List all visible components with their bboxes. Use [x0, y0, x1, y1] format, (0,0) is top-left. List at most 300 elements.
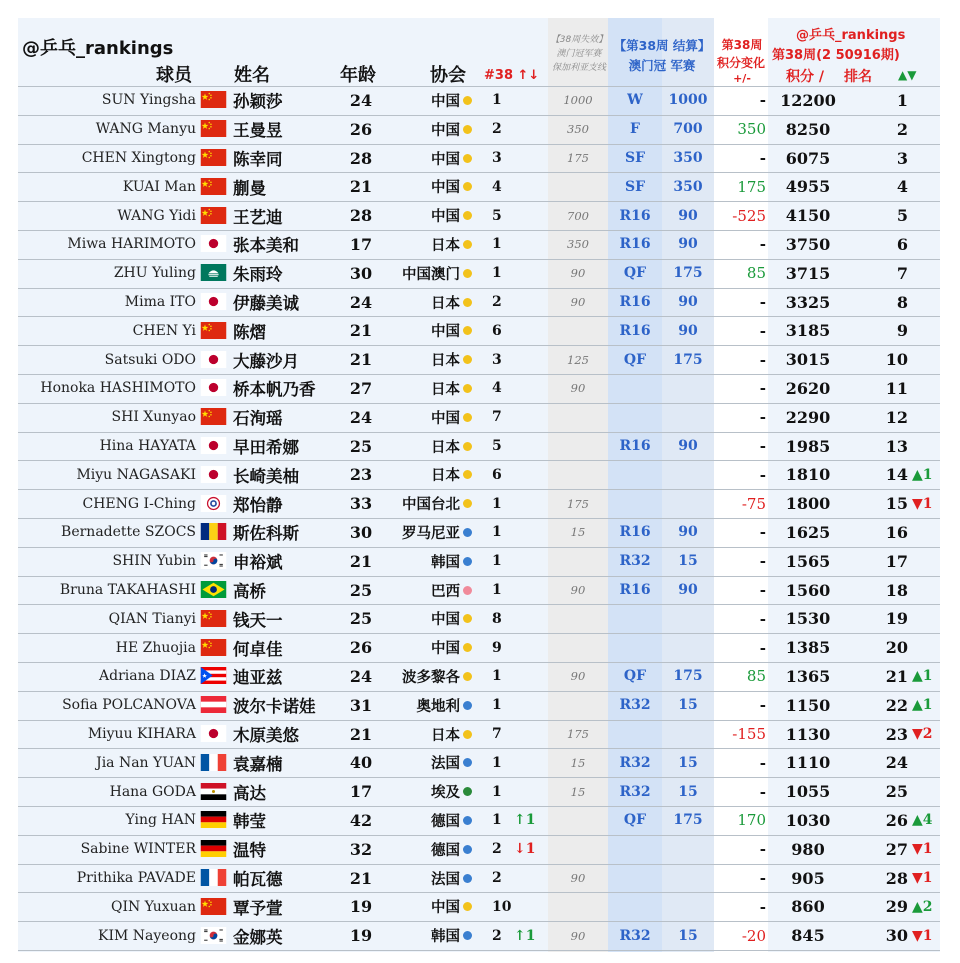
table-row — [18, 576, 940, 604]
association-rank: 1 — [492, 265, 502, 282]
expiring-points: 15 — [570, 525, 586, 540]
association-name: 中国 — [431, 209, 460, 226]
row-divider — [18, 720, 940, 721]
player-age: 32 — [349, 839, 373, 859]
macau-points: 350 — [673, 150, 703, 166]
macau-result — [608, 893, 662, 921]
association-name: 韩国 — [431, 929, 460, 946]
total-points: 1530 — [785, 609, 831, 629]
player-age: 21 — [349, 177, 373, 197]
world-rank: 18 — [885, 580, 908, 600]
table-row — [18, 490, 940, 518]
total-points: 2290 — [785, 407, 831, 427]
world-rank: 6 — [896, 234, 908, 254]
association-name: 罗马尼亚 — [402, 525, 460, 542]
header-age: 年龄 — [340, 65, 376, 86]
association-name: 德国 — [431, 842, 460, 859]
watermark-right: @乒乓_rankings — [796, 28, 906, 43]
table-row — [18, 259, 940, 287]
player-en-name: Miwa HARIMOTO — [67, 236, 196, 253]
player-age: 23 — [349, 465, 373, 485]
association-name: 韩国 — [431, 554, 460, 571]
player-cn-name: 长崎美柚 — [233, 466, 299, 486]
world-rank: 20 — [885, 638, 908, 658]
row-divider — [18, 460, 940, 461]
association-rank: 5 — [492, 207, 502, 224]
association-dot-icon — [463, 758, 472, 767]
player-association — [396, 230, 472, 258]
association-name: 中国 — [431, 641, 460, 658]
macau-points: 90 — [678, 207, 698, 224]
association-rank: 2 — [492, 121, 502, 138]
points-change: - — [759, 321, 766, 340]
total-points: 4955 — [785, 177, 831, 197]
player-en-name: KUAI Man — [122, 178, 196, 195]
player-association — [396, 288, 472, 316]
header-result-1: 【第38周 结算】 — [613, 38, 711, 53]
player-age: 19 — [349, 926, 373, 946]
player-association — [396, 749, 472, 777]
row-divider — [18, 144, 940, 145]
expiring-points — [548, 691, 608, 719]
player-cn-name: 温特 — [233, 841, 266, 861]
world-rank: 23 — [885, 724, 908, 744]
player-en-name: Miyuu KIHARA — [87, 726, 196, 742]
player-association — [396, 490, 472, 518]
association-rank: 6 — [492, 322, 502, 339]
player-en-name: Bruna TAKAHASHI — [59, 582, 196, 598]
table-row — [18, 893, 940, 921]
player-cn-name: 高桥 — [233, 582, 266, 601]
player-cn-name: 王艺迪 — [233, 207, 283, 227]
player-cn-name: 申裕斌 — [233, 553, 283, 573]
points-change: - — [759, 235, 766, 254]
world-rank-move: ▼1 — [912, 870, 933, 886]
association-dot-icon — [463, 557, 472, 566]
player-en-name: CHEN Xingtong — [81, 150, 196, 166]
macau-points — [662, 490, 714, 518]
points-change: - — [759, 91, 766, 110]
macau-result: QF — [623, 812, 647, 829]
expiring-points — [548, 605, 608, 633]
player-association — [396, 691, 472, 719]
macau-points — [662, 893, 714, 921]
header-lost-1: 【38周失效】 — [550, 35, 608, 45]
macau-points: 15 — [678, 927, 698, 944]
player-association — [396, 778, 472, 806]
player-en-name: Miyu NAGASAKI — [76, 466, 196, 483]
player-association — [396, 173, 472, 201]
egypt-flag-icon — [200, 783, 227, 800]
association-dot-icon — [463, 816, 472, 825]
world-rank: 4 — [896, 177, 908, 197]
macau-points — [662, 634, 714, 662]
row-divider — [18, 288, 940, 289]
row-divider — [18, 777, 940, 778]
table-row — [18, 461, 940, 489]
player-age: 40 — [349, 753, 373, 773]
association-rank: 3 — [492, 351, 502, 368]
expiring-points — [548, 403, 608, 431]
world-rank: 16 — [885, 522, 908, 542]
row-divider — [18, 748, 940, 749]
association-name: 中国 — [431, 612, 460, 629]
player-en-name: Hana GODA — [109, 783, 196, 800]
player-association — [396, 374, 472, 402]
player-cn-name: 王曼昱 — [233, 121, 283, 141]
player-association — [396, 893, 472, 921]
association-dot-icon — [463, 355, 472, 364]
player-cn-name: 帕瓦德 — [233, 870, 283, 889]
row-divider — [18, 864, 940, 865]
association-name: 法国 — [431, 871, 460, 888]
association-dot-icon — [463, 154, 472, 163]
player-en-name: KIM Nayeong — [98, 927, 196, 944]
macau-result: QF — [623, 351, 647, 368]
points-change: - — [759, 149, 766, 167]
association-name: 日本 — [431, 727, 460, 744]
player-en-name: Hina HAYATA — [99, 438, 196, 454]
china-flag-icon — [200, 639, 227, 656]
macau-points: 175 — [673, 265, 703, 282]
points-change: - — [759, 552, 766, 571]
world-rank: 26 — [885, 810, 908, 830]
japan-flag-icon — [200, 437, 227, 454]
player-cn-name: 蒯曼 — [233, 178, 266, 198]
austria-flag-icon — [200, 696, 227, 713]
association-dot-icon — [463, 672, 472, 681]
macau-result — [608, 720, 662, 748]
player-age: 19 — [349, 897, 373, 917]
expiring-points: 1000 — [563, 93, 593, 108]
row-divider — [18, 547, 940, 548]
association-name: 中国 — [431, 900, 460, 917]
expiring-points: 90 — [570, 583, 586, 597]
table-row — [18, 202, 940, 230]
japan-flag-icon — [200, 351, 227, 368]
macau-points: 90 — [678, 582, 698, 598]
association-dot-icon — [463, 701, 472, 710]
association-dot-icon — [463, 413, 472, 422]
row-divider — [18, 691, 940, 692]
points-change: -525 — [732, 206, 766, 225]
player-cn-name: 金娜英 — [233, 927, 283, 947]
macau-points: 350 — [673, 178, 703, 195]
association-name: 中国 — [431, 122, 460, 139]
header-assoc-rank: #38 ↑↓ — [484, 68, 540, 83]
row-divider — [18, 345, 940, 346]
macau-points: 90 — [678, 236, 698, 253]
expiring-points: 175 — [567, 151, 589, 165]
row-divider — [18, 662, 940, 663]
player-association — [396, 662, 472, 690]
association-name: 日本 — [431, 237, 460, 254]
table-row — [18, 346, 940, 374]
points-change: 170 — [737, 811, 766, 830]
association-rank: 5 — [492, 438, 502, 454]
world-rank-move: ▼1 — [912, 495, 933, 512]
table-row — [18, 144, 940, 172]
total-points: 1110 — [785, 753, 831, 773]
association-rank: 1 — [492, 697, 502, 714]
table-row — [18, 605, 940, 633]
macau-points — [662, 461, 714, 489]
player-age: 25 — [349, 609, 373, 629]
row-divider — [18, 835, 940, 836]
player-association — [396, 605, 472, 633]
player-association — [396, 317, 472, 345]
association-dot-icon — [463, 528, 472, 537]
association-name: 中国 — [431, 324, 460, 341]
player-association — [396, 864, 472, 892]
japan-flag-icon — [200, 235, 227, 252]
header-result-2: 澳门冠 军赛 — [628, 58, 696, 73]
expiring-points: 90 — [570, 266, 586, 281]
row-divider — [18, 172, 940, 173]
points-change: - — [759, 897, 766, 916]
germany-flag-icon — [200, 811, 227, 828]
association-name: 巴西 — [431, 583, 460, 600]
total-points: 860 — [791, 897, 825, 917]
japan-flag-icon — [200, 379, 227, 396]
association-rank: 1 — [492, 92, 502, 109]
association-rank: 1 — [492, 582, 502, 598]
macau-result: W — [627, 92, 643, 109]
association-rank: 2 — [492, 294, 502, 310]
total-points: 12200 — [780, 90, 836, 110]
header-rank: 排名 — [844, 69, 872, 85]
table-row — [18, 547, 940, 575]
macau-result — [608, 461, 662, 489]
association-rank: 8 — [492, 610, 502, 627]
table-row — [18, 864, 940, 892]
player-age: 24 — [349, 90, 373, 110]
table-row — [18, 778, 940, 806]
points-change: - — [759, 638, 766, 657]
table-row — [18, 288, 940, 316]
table-row — [18, 691, 940, 719]
world-rank-move: ▼1 — [912, 927, 933, 944]
association-rank: 7 — [492, 726, 502, 742]
watermark-left: @乒乓_rankings — [22, 38, 174, 59]
player-association — [396, 346, 472, 374]
association-rank: 1 — [492, 812, 502, 829]
header-change-2: 积分变化 — [716, 56, 765, 70]
macau-points: 90 — [678, 438, 698, 454]
player-age: 31 — [349, 695, 373, 715]
macau-points — [662, 720, 714, 748]
player-cn-name: 早田希娜 — [233, 438, 299, 457]
macau-result: R32 — [619, 553, 651, 570]
macau-points: 700 — [673, 121, 703, 138]
macau-points — [662, 374, 714, 402]
row-divider — [18, 806, 940, 807]
macau-points: 175 — [673, 812, 703, 829]
points-change: - — [759, 581, 766, 599]
association-rank: 10 — [492, 898, 512, 915]
world-rank-move: ▲1 — [912, 668, 933, 685]
player-en-name: ZHU Yuling — [113, 265, 196, 282]
total-points: 3015 — [785, 350, 831, 370]
player-age: 17 — [349, 234, 373, 254]
player-association — [396, 144, 472, 172]
expiring-points: 175 — [567, 727, 589, 741]
taipei-flag-icon — [200, 495, 227, 512]
association-name: 中国 — [431, 93, 460, 110]
player-en-name: Ying HAN — [125, 812, 196, 829]
association-dot-icon — [463, 211, 472, 220]
total-points: 3325 — [785, 292, 831, 312]
macau-result: R32 — [619, 927, 651, 944]
points-change: - — [759, 523, 766, 542]
association-name: 奥地利 — [416, 698, 460, 715]
romania-flag-icon — [200, 523, 227, 540]
association-name: 中国 — [431, 151, 460, 168]
total-points: 3715 — [785, 263, 831, 283]
row-divider — [18, 518, 940, 519]
association-rank-move: ↑1 — [514, 927, 536, 944]
player-association — [396, 86, 472, 114]
player-age: 26 — [349, 119, 373, 139]
player-age: 27 — [349, 378, 373, 398]
association-rank: 6 — [492, 466, 502, 483]
japan-flag-icon — [200, 293, 227, 310]
association-rank: 2 — [492, 841, 502, 858]
table-row — [18, 432, 940, 460]
world-rank-move: ▲1 — [912, 466, 933, 483]
row-divider — [18, 892, 940, 893]
player-age: 30 — [349, 522, 373, 542]
table-row — [18, 374, 940, 402]
association-rank-move: ↓1 — [514, 841, 536, 858]
association-rank: 1 — [492, 524, 502, 541]
player-cn-name: 大藤沙月 — [233, 351, 299, 371]
row-divider — [18, 201, 940, 202]
world-rank: 14 — [885, 465, 908, 485]
expiring-points: 175 — [567, 496, 589, 511]
player-en-name: QIAN Tianyi — [108, 610, 196, 627]
world-rank: 29 — [885, 897, 908, 917]
total-points: 2620 — [785, 378, 831, 398]
player-en-name: QIN Yuxuan — [110, 898, 196, 915]
china-flag-icon — [200, 178, 227, 195]
world-rank: 13 — [885, 436, 908, 456]
total-points: 1365 — [785, 666, 831, 686]
player-en-name: CHEN Yi — [132, 322, 196, 339]
player-en-name: Prithika PAVADE — [76, 870, 196, 886]
macau-result — [608, 490, 662, 518]
macau-points: 15 — [678, 754, 698, 771]
table-row — [18, 835, 940, 863]
expiring-points: 350 — [567, 237, 589, 252]
points-change: - — [759, 408, 766, 427]
association-dot-icon — [463, 845, 472, 854]
association-rank-move: ↑1 — [514, 812, 536, 829]
player-en-name: Mima ITO — [124, 294, 196, 310]
table-row — [18, 662, 940, 690]
world-rank: 8 — [896, 292, 908, 312]
player-cn-name: 伊藤美诚 — [233, 294, 299, 313]
world-rank: 10 — [885, 350, 908, 370]
player-cn-name: 高达 — [233, 783, 266, 803]
points-change: -20 — [741, 926, 766, 945]
player-cn-name: 陈熠 — [233, 322, 266, 342]
player-age: 21 — [349, 868, 373, 888]
association-dot-icon — [463, 326, 472, 335]
player-age: 25 — [349, 580, 373, 600]
association-rank: 4 — [492, 380, 502, 397]
expiring-points: 125 — [567, 352, 589, 367]
macau-result: R16 — [619, 207, 651, 224]
macau-points — [662, 403, 714, 431]
row-divider — [18, 950, 940, 951]
player-association — [396, 547, 472, 575]
total-points: 1810 — [785, 465, 831, 485]
association-dot-icon — [463, 298, 472, 307]
world-rank: 1 — [896, 90, 908, 110]
macau-points: 15 — [678, 783, 698, 800]
japan-flag-icon — [200, 725, 227, 742]
world-rank: 3 — [896, 148, 908, 168]
player-en-name: Adriana DIAZ — [99, 668, 196, 685]
player-age: 42 — [349, 810, 373, 830]
player-cn-name: 陈幸同 — [233, 150, 283, 169]
table-row — [18, 403, 940, 431]
row-divider — [18, 230, 940, 231]
player-en-name: Jia Nan YUAN — [96, 754, 196, 771]
header-lost-2: 澳门冠军赛 — [556, 49, 602, 59]
china-flag-icon — [200, 408, 227, 425]
association-dot-icon — [463, 614, 472, 623]
header-change-3: +/- — [733, 72, 751, 85]
player-association — [396, 259, 472, 287]
world-rank: 21 — [885, 666, 908, 686]
association-rank: 1 — [492, 754, 502, 771]
points-change: - — [759, 753, 766, 772]
expiring-points: 700 — [567, 208, 589, 223]
association-rank: 9 — [492, 639, 502, 656]
expiring-points — [548, 432, 608, 460]
total-points: 1560 — [785, 580, 831, 600]
points-change: -155 — [732, 725, 766, 743]
macau-result: F — [630, 121, 640, 138]
china-flag-icon — [200, 149, 227, 166]
points-change: - — [759, 465, 766, 484]
total-points: 845 — [791, 926, 825, 946]
association-name: 法国 — [431, 756, 460, 773]
association-name: 日本 — [431, 295, 460, 312]
association-dot-icon — [463, 96, 472, 105]
player-cn-name: 覃予萱 — [233, 898, 283, 918]
macau-result: QF — [623, 668, 647, 685]
player-cn-name: 桥本帆乃香 — [233, 380, 316, 400]
player-cn-name: 石洵瑶 — [233, 409, 283, 429]
association-dot-icon — [463, 931, 472, 940]
expiring-points — [548, 547, 608, 575]
macau-result: R16 — [619, 236, 651, 253]
total-points: 1985 — [785, 436, 831, 456]
world-rank: 25 — [885, 782, 908, 802]
world-rank-move: ▼1 — [912, 841, 933, 858]
player-association — [396, 518, 472, 546]
association-dot-icon — [463, 125, 472, 134]
points-change: - — [759, 437, 766, 455]
player-association — [396, 432, 472, 460]
expiring-points — [548, 893, 608, 921]
expiring-points — [548, 317, 608, 345]
player-cn-name: 张本美和 — [233, 236, 299, 256]
player-cn-name: 木原美悠 — [233, 726, 299, 745]
